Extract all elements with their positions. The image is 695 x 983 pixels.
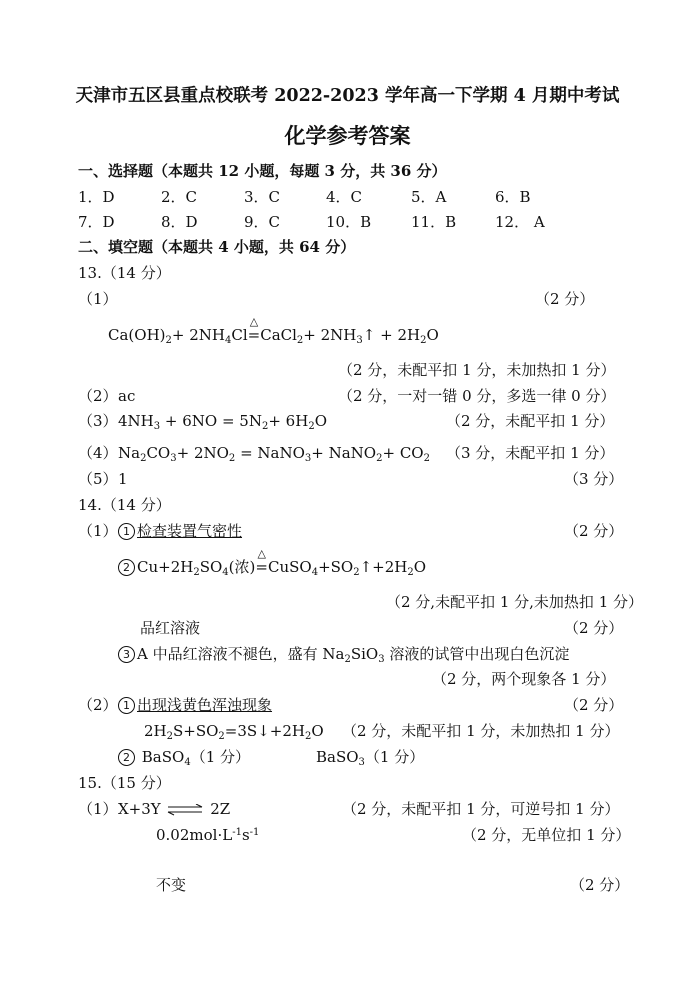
eq-text: 4NH [118, 412, 154, 430]
section-1-heading: 一、选择题（本题共 12 小题，每题 3 分，共 36 分） [78, 162, 447, 180]
rate-value: 0.02mol·L [156, 826, 233, 844]
mc-answer-5: 5．A [411, 188, 447, 206]
q13-p4-equation [118, 443, 430, 463]
eq-text: + 2NO [176, 444, 229, 462]
eq-sub: 2 [407, 567, 414, 578]
mc-row-1 [78, 187, 618, 207]
q15-p1-answer3: 不变 [156, 876, 187, 894]
q13-p1-score: （2 分） [535, 290, 595, 308]
mc-answer-12: 12． A [495, 213, 545, 231]
eq-term: + 2NH [171, 326, 225, 344]
eq-sub: 2 [166, 731, 173, 742]
eq-sub: 2 [353, 567, 360, 578]
eq-sub: 2 [304, 731, 312, 742]
q15-p1-num: （1） [78, 800, 118, 818]
eq-sub: 2 [228, 453, 236, 464]
eq-text: CO [146, 444, 171, 462]
eq-sub: 3 [153, 421, 161, 432]
q14-p1-score3: （2 分） [564, 619, 624, 637]
heat-condition: △ = [248, 325, 261, 345]
q13-p3-note: （2 分，未配平扣 1 分） [446, 412, 615, 430]
q14-p1-item1 [118, 521, 242, 541]
eq-sub: 2 [423, 453, 430, 464]
q14-p1-num: （1） [78, 522, 118, 540]
q14-p2-item2 [118, 747, 250, 767]
eq-text: + 6H [268, 412, 309, 430]
q14-p2-item1 [118, 695, 272, 715]
eq-sub: 4 [224, 335, 232, 346]
q15-p1-score3: （2 分） [570, 876, 630, 894]
q14-p2-equation [144, 721, 324, 741]
heat-symbol: △ [249, 315, 259, 328]
q14-p2-score1: （2 分） [564, 696, 624, 714]
q14-p2-num: （2） [78, 696, 118, 714]
eq-term: CaCl [260, 326, 297, 344]
q13-p1-num: （1） [78, 290, 118, 308]
circled-number-2: 2 [118, 749, 135, 766]
q13-label: 13.（14 分） [78, 264, 171, 282]
eq-term: +SO [318, 558, 354, 576]
q13-p2-note: （2 分，一对一错 0 分，多选一律 0 分） [338, 387, 616, 405]
eq-sub: 4 [222, 567, 229, 578]
q13-p5-num: （5） [78, 470, 118, 488]
eq-term: ↑+2H [359, 558, 408, 576]
q13-p1-note: （2 分，未配平扣 1 分，未加热扣 1 分） [338, 361, 616, 379]
q13-p4-num: （4） [78, 444, 118, 462]
eq-term: CuSO [267, 558, 312, 576]
mc-answer-9: 9．C [244, 213, 281, 231]
q13-p5-note: （3 分） [564, 470, 624, 488]
mc-answer-4: 4．C [326, 188, 363, 206]
circled-number-2: 2 [118, 559, 135, 576]
eq-term: + 2NH [303, 326, 357, 344]
eq-term: O [426, 326, 439, 344]
q13-p2-answer: ac [118, 387, 136, 405]
circled-number-1: 1 [118, 697, 135, 714]
mc-answer-3: 3．C [244, 188, 281, 206]
mc-answer-11: 11．B [411, 213, 457, 231]
eq-term: (浓) [228, 558, 256, 576]
q14-p1-equation [118, 547, 427, 578]
eq-sub: 4 [311, 567, 319, 578]
eq-text: + CO [382, 444, 424, 462]
eq-term: 2Z [210, 800, 231, 818]
mc-answer-2: 2．C [161, 188, 198, 206]
eq-text: S+SO [173, 722, 219, 740]
eq-text: = NaNO [235, 444, 305, 462]
q14-p1-answer4: A 中品红溶液不褪色，盛有 $Na_2SiO_3$ 溶液的试管中出现白色沉淀 [137, 645, 570, 665]
q13-p1-equation [108, 315, 439, 346]
eq-sub: 2 [140, 453, 147, 464]
heat-condition: △ = [255, 557, 268, 577]
q15-p1-note: （2 分，未配平扣 1 分，可逆号扣 1 分） [342, 800, 620, 818]
q14-p1-note2: （2 分,未配平扣 1 分,未加热扣 1 分） [386, 593, 644, 611]
q13-p3-num: （3） [78, 412, 118, 430]
eq-sub: 2 [296, 335, 304, 346]
q13-p3-equation [118, 411, 327, 431]
answer-title: 化学参考答案 [284, 123, 411, 148]
eq-text: 2H [144, 722, 167, 740]
eq-sub: 2 [308, 421, 315, 432]
eq-term: Ca(OH) [108, 326, 166, 344]
eq-term: X+3Y [118, 800, 161, 818]
eq-text: =3S↓+2H [224, 722, 305, 740]
q14-p1-note4: （2 分，两个现象各 1 分） [432, 670, 616, 688]
eq-text: O [311, 722, 324, 740]
q13-p4-note: （3 分，未配平扣 1 分） [446, 444, 615, 462]
eq-text: O [314, 412, 327, 430]
eq-term: SO [199, 558, 223, 576]
eq-text: Na [118, 444, 141, 462]
q14-p1-answer3: 品红溶液 [140, 619, 201, 637]
heat-symbol: △ [257, 547, 266, 560]
q15-p1-note2: （2 分，无单位扣 1 分） [462, 826, 631, 844]
eq-term: O [413, 558, 427, 576]
q14-p2-note-eq: （2 分，未配平扣 1 分，未加热扣 1 分） [342, 722, 620, 740]
eq-sub: 2 [165, 335, 172, 346]
q14-p2-answer1: 出现浅黄色浑浊现象 [137, 696, 273, 714]
eq-sub: 2 [218, 731, 225, 742]
rate-exp: -1 [232, 827, 242, 838]
mc-row-2 [78, 212, 618, 232]
exam-title: 天津市五区县重点校联考 2022-2023 学年高一下学期 4 月期中考试 [75, 86, 620, 106]
eq-sub: 3 [170, 453, 177, 464]
eq-sub: 3 [304, 453, 312, 464]
eq-term: Cl [231, 326, 248, 344]
eq-sub: 3 [356, 335, 363, 346]
eq-sub: 2 [376, 453, 383, 464]
rate-exp: -1 [249, 827, 260, 838]
q14-p1-score1: （2 分） [564, 522, 624, 540]
circled-number-1: 1 [118, 523, 135, 540]
rate-unit: s [241, 826, 250, 844]
mc-answer-10: 10．B [326, 213, 372, 231]
eq-sub: 2 [193, 567, 200, 578]
q13-p2-num: （2） [78, 387, 118, 405]
section-2-heading: 二、填空题（本题共 4 小题，共 64 分） [78, 238, 356, 256]
q13-p5-answer: 1 [118, 470, 128, 488]
mc-answer-8: 8．D [161, 213, 198, 231]
q14-label: 14.（14 分） [78, 496, 171, 514]
eq-sub: 2 [261, 421, 269, 432]
q14-p1-item3 [118, 644, 569, 664]
eq-text: + NaNO [311, 444, 377, 462]
eq-text: + 6NO = 5N [160, 412, 262, 430]
eq-term: Cu+2H [137, 558, 194, 576]
q15-p1-rate [156, 825, 259, 845]
q15-p1-equation [118, 799, 230, 820]
circled-number-3: 3 [118, 646, 135, 663]
q14-p1-answer1: 检查装置气密性 [137, 522, 243, 540]
mc-answer-7: 7．D [78, 213, 115, 231]
q15-label: 15.（15 分） [78, 774, 171, 792]
mc-answer-1: 1．D [78, 188, 115, 206]
mc-answer-6: 6．B [495, 188, 531, 206]
q14-p2-answer2: BaSO$_4$（1 分） [137, 748, 250, 768]
reversible-arrow-icon [165, 800, 205, 820]
eq-sub: 2 [420, 335, 427, 346]
q14-p2-answer3: BaSO$_3$（1 分） [316, 748, 425, 768]
eq-term: ↑ + 2H [362, 326, 421, 344]
